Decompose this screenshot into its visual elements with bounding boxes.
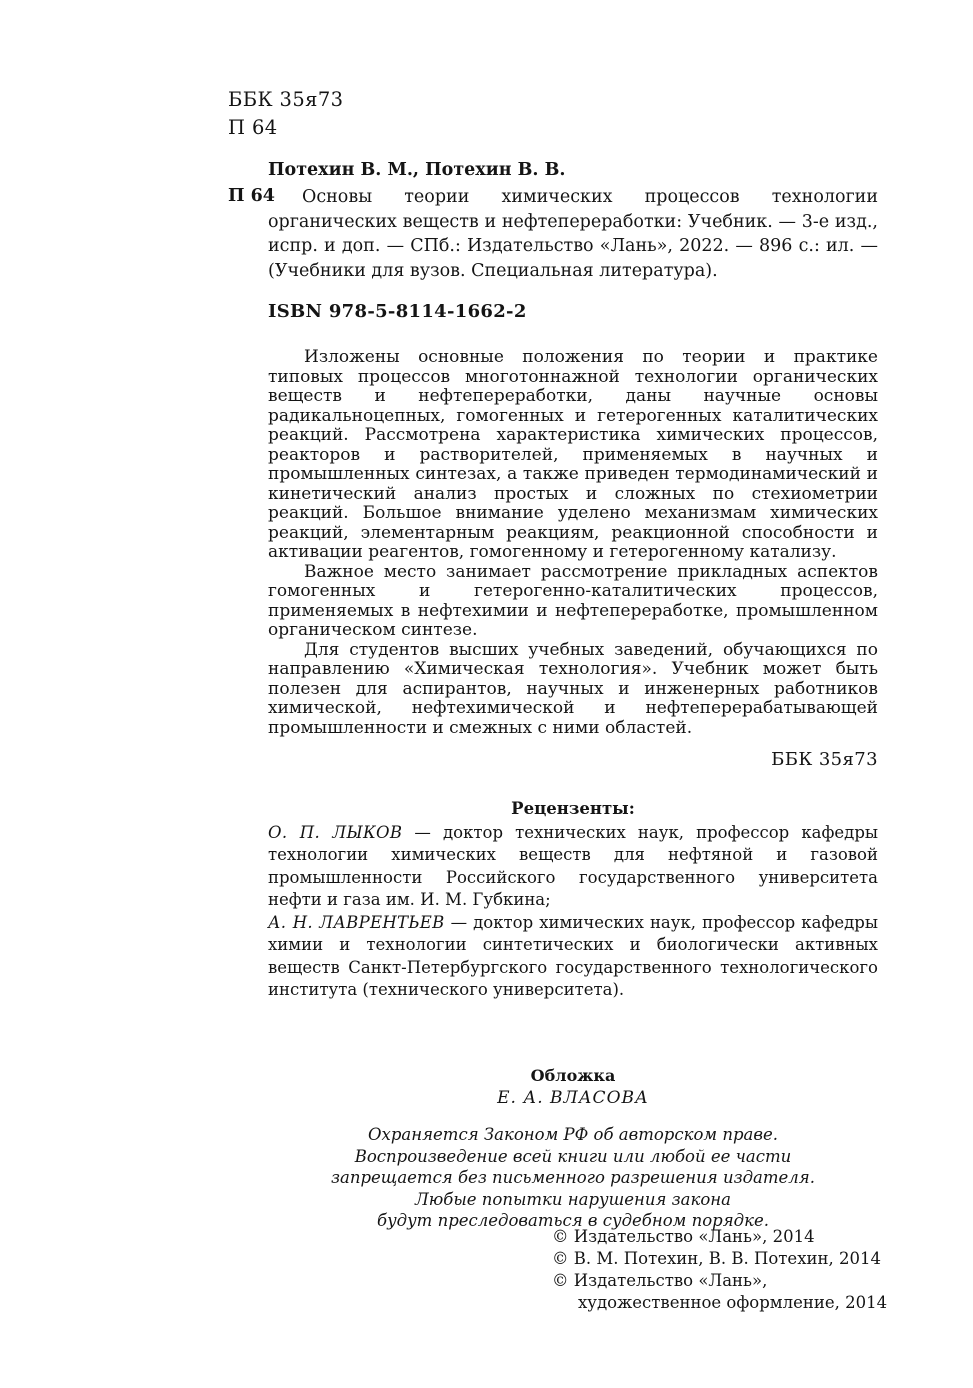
bbk-code-top: ББК 35я73 xyxy=(228,88,344,111)
annotation-block xyxy=(268,348,878,738)
legal-notice xyxy=(268,1124,878,1232)
copyright-design-1: © Издательство «Лань», xyxy=(552,1271,768,1290)
classification-codes xyxy=(228,86,878,142)
catalog-card xyxy=(228,185,878,283)
copyright-block xyxy=(552,1226,887,1314)
imprint-content xyxy=(228,86,879,1002)
reviewer-description-1: — доктор технических наук, профессор кафедры технологии химических веществ для нефтяной и газовой промышленности Российского государственного университета нефти и газа им. И. М. Губкина; xyxy=(268,822,879,909)
bibliographic-description: Основы теории химических процессов технологии органических веществ и нефтепереработки: Учебник. — 3-е изд., испр. и доп. — СПб.: Издательство «Лань», 2022. — 896 с.: ил. — (Учебники для вузов. Специальная литература). xyxy=(268,187,878,281)
legal-line-5: будут преследоваться в судебном порядке. xyxy=(377,1211,769,1230)
copyright-publisher: © Издательство «Лань», 2014 xyxy=(552,1227,815,1246)
cover-credit xyxy=(268,1066,878,1110)
authors-line: Потехин В. М., Потехин В. В. xyxy=(268,160,566,180)
legal-line-3: запрещается без письменного разрешения издателя. xyxy=(331,1168,815,1187)
author-sign-top: П 64 xyxy=(228,116,278,139)
reviewer-entry-1 xyxy=(268,822,878,912)
reviewer-name-1: О. П. ЛЫКОВ xyxy=(268,822,403,842)
cover-designer-name: Е. А. ВЛАСОВА xyxy=(497,1088,649,1108)
annotation-paragraph-1: Изложены основные положения по теории и практике типовых процессов многотоннажной технологии органических веществ и нефтепереработки, даны научные основы радикальноцепных, гомогенных и гетерогенных каталитических реакций. Рассмотрена характеристика химических процессов, реакторов и растворителей, применяемых в научных и промышленных синтезах, а также приведен термодинамический и кинетический анализ простых и сложных по стехиометрии реакций. Большое внимание уделено механизмам химических реакций, элементарным реакциям, реакционной способности и активации реагентов, гомогенному и гетерогенному катализу. xyxy=(268,347,878,562)
legal-line-4: Любые попытки нарушения закона xyxy=(414,1189,732,1209)
bbk-code-bottom: ББК 35я73 xyxy=(771,749,878,770)
legal-line-1: Охраняется Законом РФ об авторском праве. xyxy=(368,1125,778,1144)
reviewers-heading: Рецензенты: xyxy=(511,799,635,818)
legal-line-2: Воспроизведение всей книги или любой ее части xyxy=(354,1146,792,1166)
reviewers-section xyxy=(268,798,878,1002)
cover-credit-label: Обложка xyxy=(530,1066,616,1085)
annotation-paragraph-3: Для студентов высших учебных заведений, обучающихся по направлению «Химическая технология». Учебник может быть полезен для аспирантов, научных и инженерных работников химической, нефтехимической и нефтеперерабатывающей промышленности и смежных с ними областей. xyxy=(268,639,878,738)
reviewer-description-2: — доктор химических наук, профессор кафедры химии и технологии синтетических и биологически активных веществ Санкт-Петербургского государственного технологического института (технического университета). xyxy=(268,912,878,999)
reviewer-name-2: А. Н. ЛАВРЕНТЬЕВ xyxy=(268,912,445,932)
reviewer-entry-2 xyxy=(268,912,878,1002)
annotation-paragraph-2: Важное место занимает рассмотрение прикладных аспектов гомогенных и гетерогенно-каталитических процессов, применяемых в нефтехимии и нефтепереработке, промышленном органическом синтезе. xyxy=(268,561,878,640)
card-author-sign: П 64 xyxy=(228,186,275,206)
copyright-authors: © В. М. Потехин, В. В. Потехин, 2014 xyxy=(552,1249,881,1268)
copyright-design-2: художественное оформление, 2014 xyxy=(578,1293,888,1312)
isbn-number: ISBN 978-5-8114-1662-2 xyxy=(268,301,527,322)
